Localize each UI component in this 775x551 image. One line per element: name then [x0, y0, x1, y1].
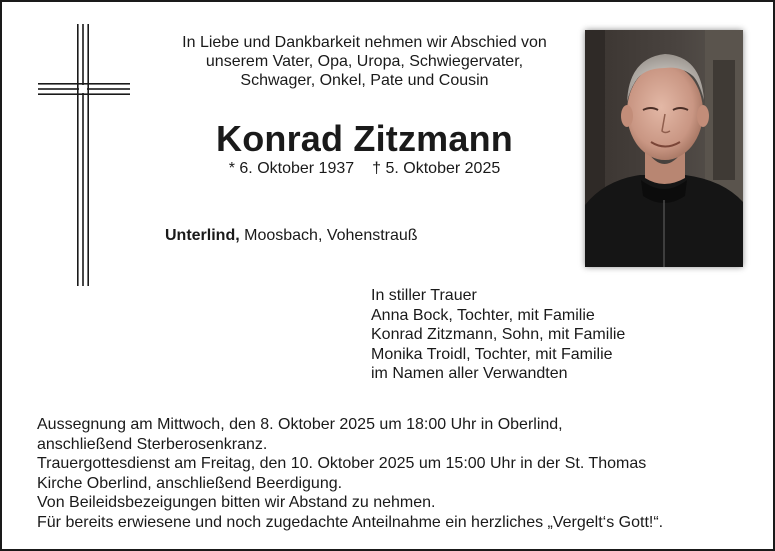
places-line [165, 227, 418, 245]
mourner-line: Monika Troidl, Tochter, mit Familie [371, 345, 613, 363]
intro-text [152, 33, 577, 90]
mourner-line: im Namen aller Verwandten [371, 365, 568, 382]
place-primary: Unterlind, [165, 227, 240, 244]
cross-icon [38, 24, 130, 286]
service-line: Von Beileidsbezeigungen bitten wir Abstand zu nehmen. [37, 494, 436, 511]
life-dates [152, 160, 577, 178]
service-line: Kirche Oberlind, anschließend Beerdigung. [37, 474, 343, 492]
service-line: Trauergottesdienst am Freitag, den 10. Oktober 2025 um 15:00 Uhr in der St. Thomas [37, 455, 647, 472]
mourner-line: Anna Bock, Tochter, mit Familie [371, 306, 595, 324]
mourner-line: Konrad Zitzmann, Sohn, mit Familie [371, 326, 626, 343]
service-line: anschließend Sterberosenkranz. [37, 435, 268, 453]
intro-line: In Liebe und Dankbarkeit nehmen wir Abschied von [182, 34, 547, 51]
mourners-block [371, 286, 625, 384]
deceased-name: Konrad Zitzmann [216, 118, 513, 159]
death-date: † 5. Oktober 2025 [372, 160, 501, 177]
service-line: Für bereits erwiesene und noch zugedachte Anteilnahme ein herzliches „Vergelt‘s Gott!“. [37, 513, 664, 531]
birth-date: * 6. Oktober 1937 [228, 160, 355, 177]
portrait-photo [585, 30, 743, 267]
service-line: Aussegnung am Mittwoch, den 8. Oktober 2025 um 18:00 Uhr in Oberlind, [37, 416, 563, 433]
intro-line: Schwager, Onkel, Pate und Cousin [240, 72, 489, 89]
mourner-line: In stiller Trauer [371, 287, 477, 304]
service-info [37, 415, 757, 532]
intro-line: unserem Vater, Opa, Uropa, Schwiegervater, [205, 53, 524, 70]
place-rest: Moosbach, Vohenstrauß [239, 227, 418, 244]
